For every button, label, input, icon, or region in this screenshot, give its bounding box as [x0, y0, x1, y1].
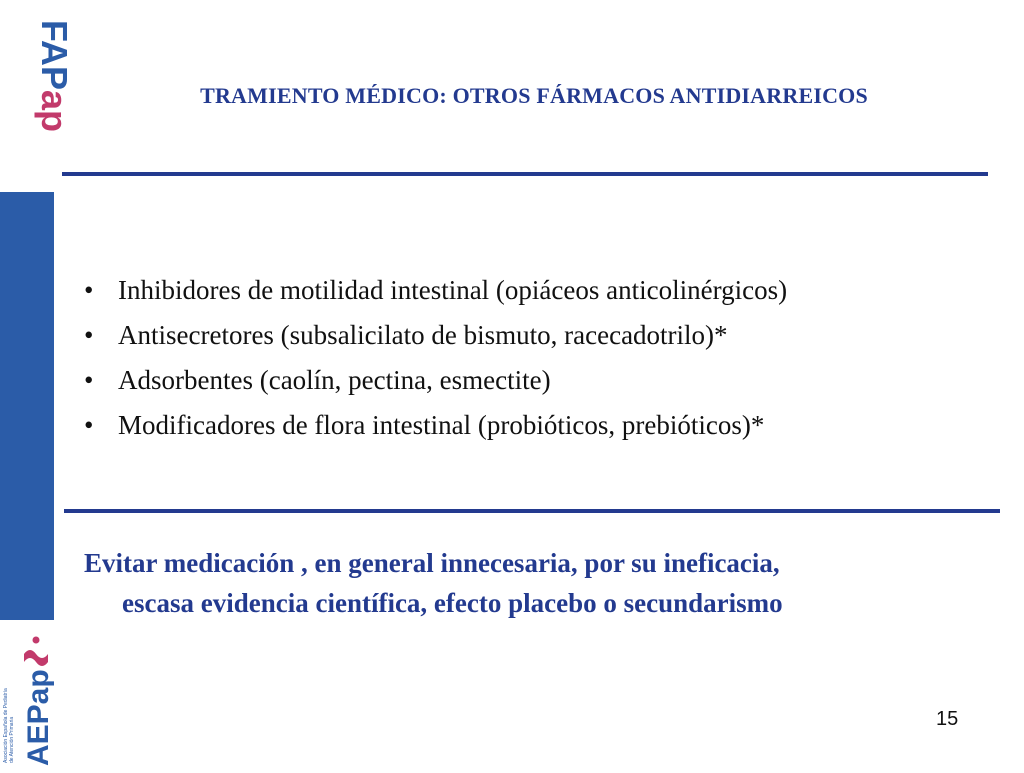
- list-item: [84, 313, 787, 358]
- svg-text:Asociación Española de Pediatr: Asociación Española de Pediatría: [3, 688, 9, 763]
- aepap-logo-graphic: [0, 620, 54, 768]
- title-divider: [62, 172, 988, 176]
- fapap-logo-graphic: [0, 0, 75, 175]
- bullet-text: Antisecretores (subsalicilato de bismuto, racecadotrilo)*: [118, 320, 728, 350]
- bullet-marker: •: [84, 365, 94, 395]
- conclusion-text: [84, 543, 984, 623]
- bullet-text: Inhibidores de motilidad intestinal (opiáceos anticolinérgicos): [118, 275, 788, 305]
- aepap-logo-text: AEPap: [22, 669, 55, 766]
- aepap-logo: [0, 620, 54, 768]
- bullet-marker: •: [84, 410, 94, 440]
- list-item: [84, 358, 787, 403]
- list-item: [84, 403, 787, 448]
- sidebar-blue-band: [0, 192, 54, 620]
- conclusion-line-2: escasa evidencia científica, efecto placebo o secundarismo: [122, 588, 783, 618]
- slide-title: TRAMIENTO MÉDICO: OTROS FÁRMACOS ANTIDIARREICOS: [200, 83, 868, 108]
- bullet-list: [84, 268, 787, 448]
- conclusion-line-1: Evitar medicación , en general innecesaria, por su ineficacia,: [84, 548, 780, 578]
- fapap-logo-text: FAPap: [34, 20, 75, 133]
- sidebar: [0, 0, 75, 768]
- bullets-divider: [64, 509, 1000, 513]
- bullet-marker: •: [84, 275, 94, 305]
- svg-text:de Atención Primaria: de Atención Primaria: [9, 716, 15, 763]
- bullet-marker: •: [84, 320, 94, 350]
- bullet-text: Modificadores de flora intestinal (probióticos, prebióticos)*: [118, 410, 765, 440]
- page-number: 15: [936, 708, 959, 730]
- fapap-logo: [0, 0, 75, 175]
- list-item: [84, 268, 787, 313]
- bullet-text: Adsorbentes (caolín, pectina, esmectite): [118, 365, 551, 395]
